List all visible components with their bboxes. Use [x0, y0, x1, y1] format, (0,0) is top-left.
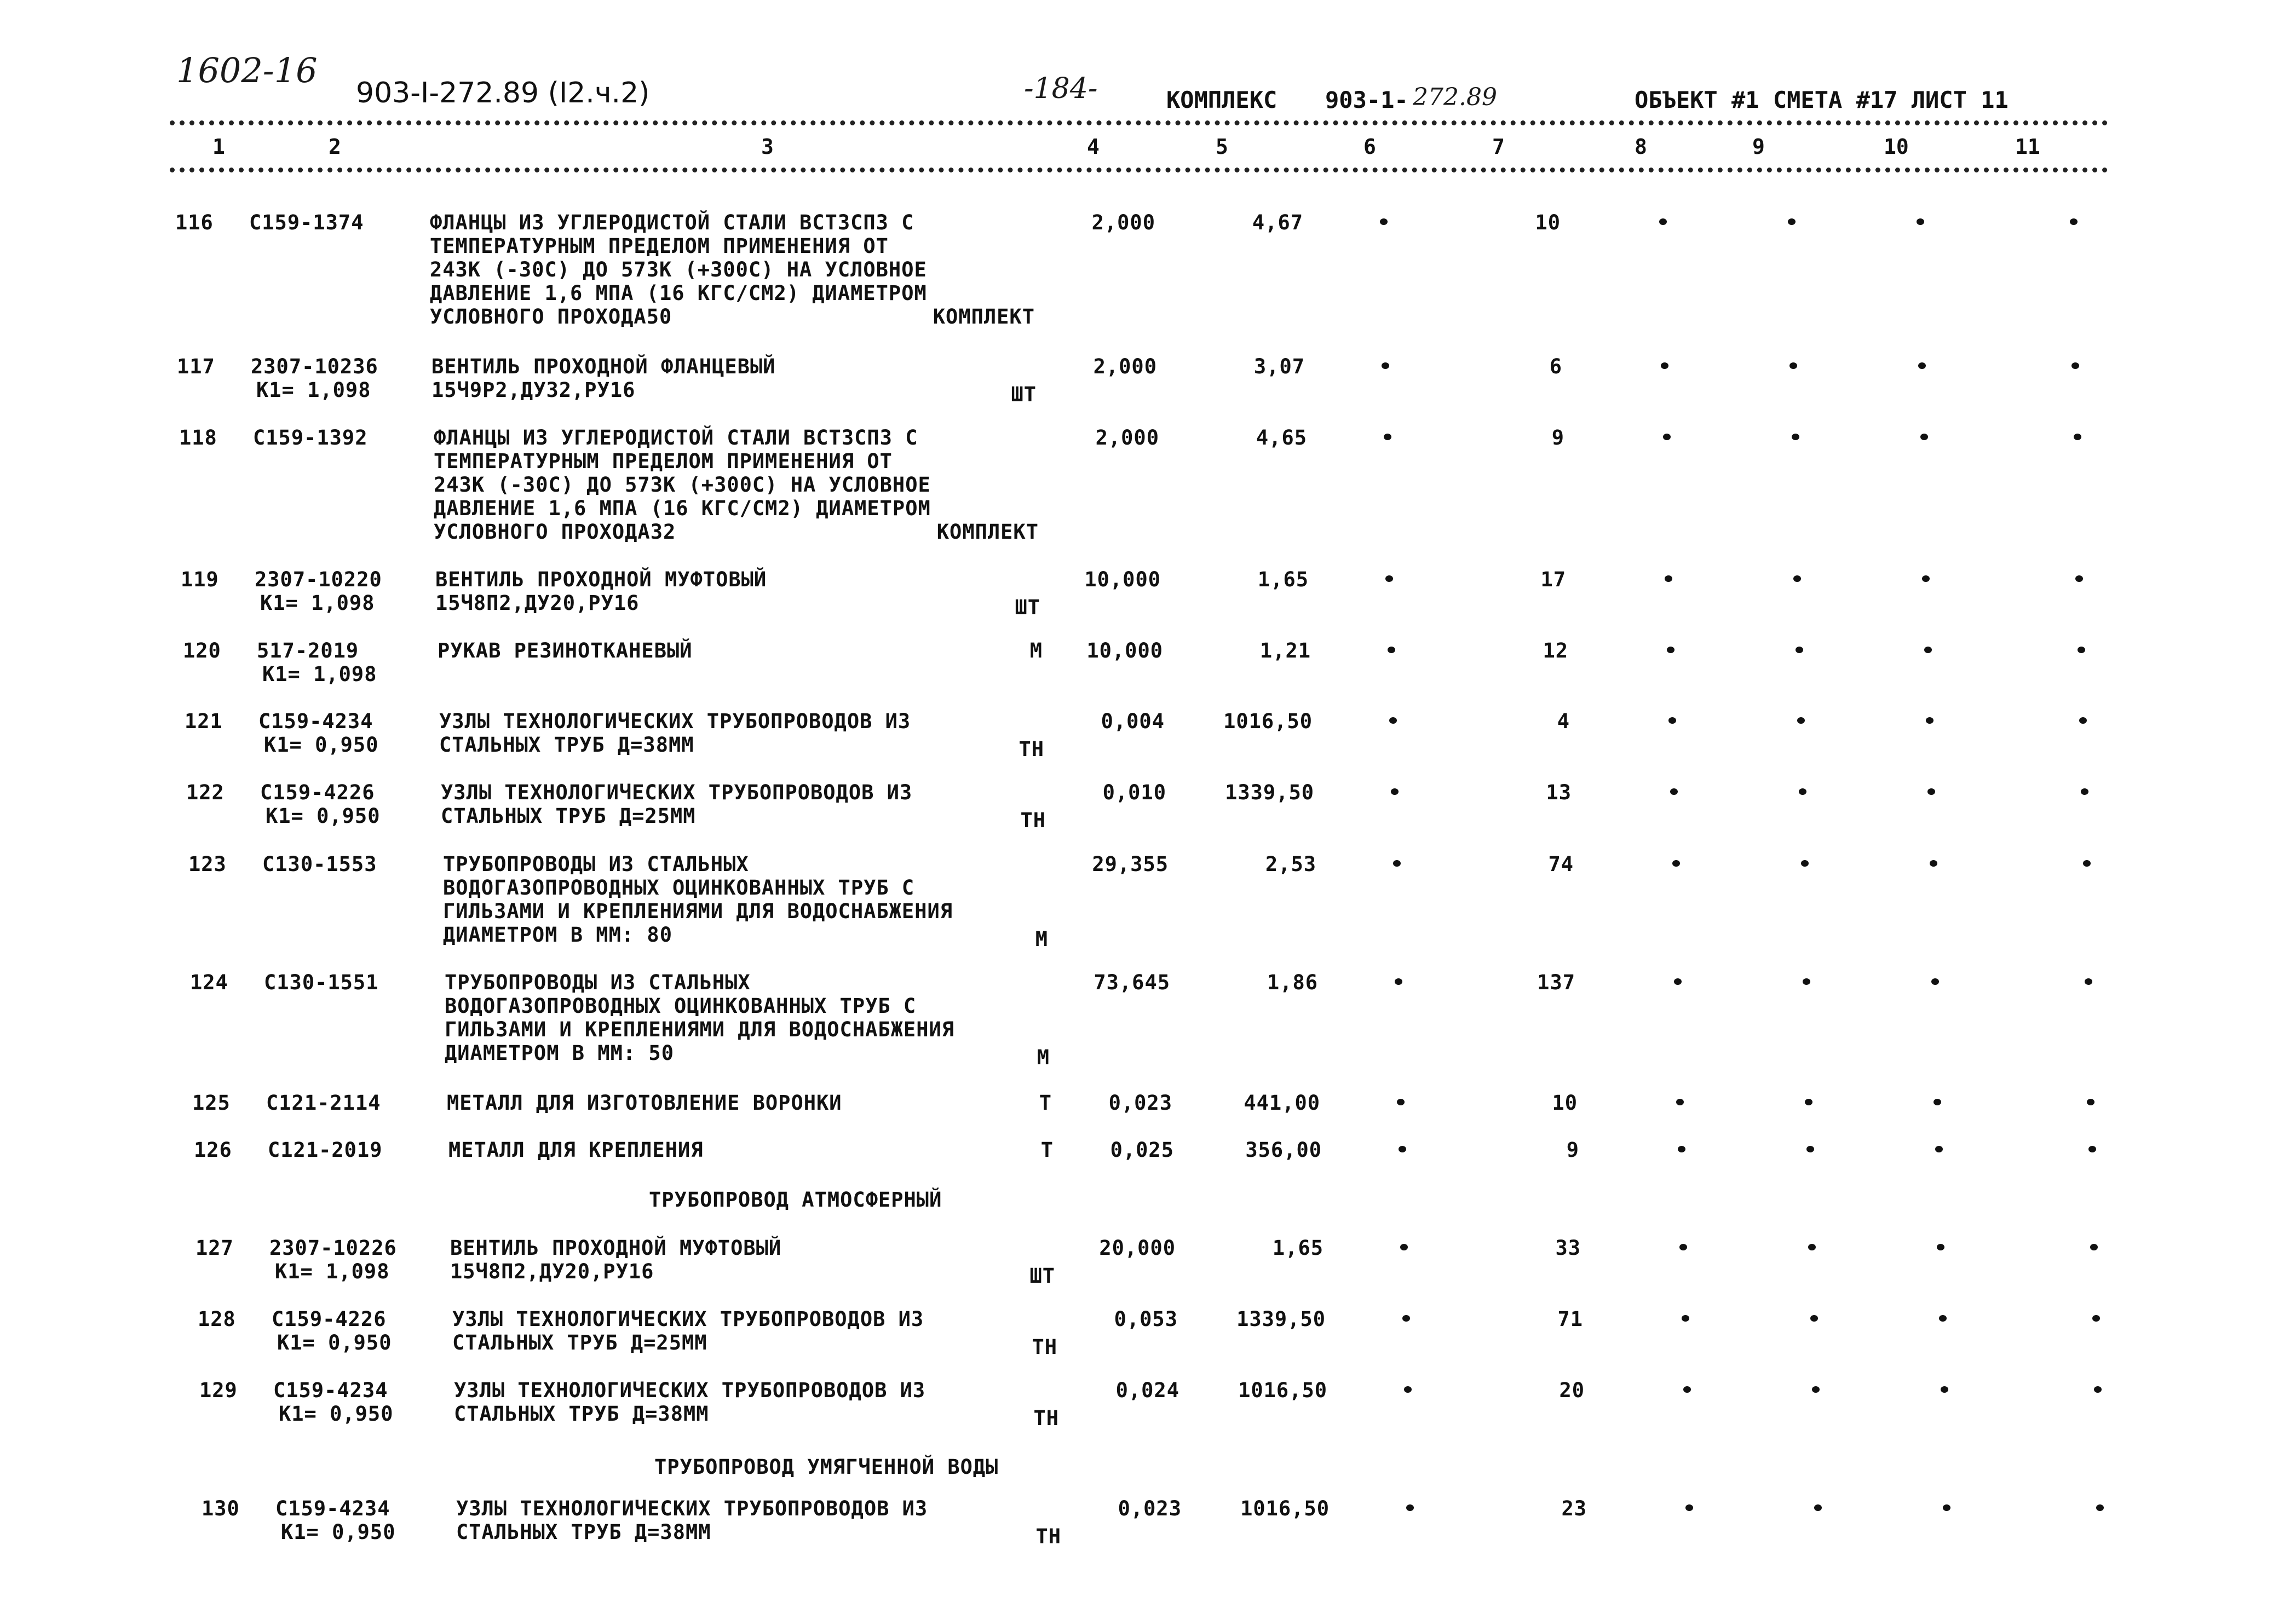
empty-cell-dash — [2071, 362, 2079, 369]
unit-price: 1,21 — [1259, 639, 1311, 662]
row-number: 119 — [181, 568, 219, 591]
empty-cell-dash — [1793, 575, 1801, 582]
empty-cell-dash — [1665, 575, 1672, 582]
empty-cell-dash — [1934, 1099, 1941, 1105]
row-number: 127 — [195, 1236, 234, 1260]
empty-cell-dash — [1789, 362, 1797, 369]
empty-cell-dash — [1389, 717, 1397, 724]
unit: ТН — [1035, 1525, 1061, 1548]
total-cost: 74 — [1548, 852, 1574, 876]
empty-cell-dash — [1670, 788, 1678, 795]
column-number: 5 — [1216, 135, 1228, 159]
empty-cell-dash — [2078, 647, 2085, 653]
unit-price: 356,00 — [1245, 1138, 1322, 1162]
empty-cell-dash — [1663, 434, 1671, 440]
empty-cell-dash — [1930, 860, 1937, 867]
quantity: 73,645 — [1094, 971, 1170, 994]
empty-cell-dash — [1931, 978, 1939, 985]
total-cost: 4 — [1557, 710, 1570, 733]
empty-cell-dash — [1678, 1146, 1685, 1152]
rate-code: 2307-10226 — [269, 1236, 397, 1260]
quantity: 0,025 — [1110, 1138, 1174, 1162]
rate-code: С159-4226 — [260, 781, 375, 804]
empty-cell-dash — [2085, 978, 2092, 985]
total-cost: 33 — [1555, 1236, 1581, 1260]
unit: М — [1035, 927, 1048, 951]
empty-cell-dash — [1399, 1146, 1406, 1152]
empty-cell-dash — [1661, 362, 1668, 369]
total-cost: 23 — [1561, 1497, 1587, 1520]
empty-cell-dash — [1801, 860, 1809, 867]
unit: КОМПЛЕКТ — [933, 305, 1035, 328]
row-number: 118 — [179, 426, 217, 449]
empty-cell-dash — [1400, 1244, 1408, 1250]
unit-price: 2,53 — [1265, 852, 1316, 876]
work-description: РУКАВ РЕЗИНОТКАНЕВЫЙ — [438, 639, 693, 662]
rate-code: С159-4234 — [275, 1497, 390, 1520]
empty-cell-dash — [1380, 218, 1388, 225]
unit-price: 1339,50 — [1236, 1307, 1326, 1331]
coefficient: К1= 1,098 — [260, 591, 375, 615]
empty-cell-dash — [1682, 1315, 1689, 1322]
handwritten-reference: 1602-16 — [176, 50, 318, 90]
rate-code: С130-1553 — [262, 852, 377, 876]
empty-cell-dash — [1797, 717, 1805, 724]
rate-code: С159-4226 — [272, 1307, 387, 1331]
complex-label: КОМПЛЕКС — [1166, 87, 1278, 113]
column-number: 2 — [329, 135, 341, 159]
row-number: 116 — [175, 211, 214, 234]
empty-cell-dash — [1659, 218, 1667, 225]
empty-cell-dash — [1805, 1099, 1812, 1105]
unit: ТН — [1032, 1335, 1057, 1359]
empty-cell-dash — [1788, 218, 1796, 225]
row-number: 128 — [198, 1307, 236, 1331]
rate-code: С121-2019 — [268, 1138, 383, 1162]
unit-price: 1,86 — [1267, 971, 1318, 994]
total-cost: 71 — [1557, 1307, 1583, 1331]
work-description: ВЕНТИЛЬ ПРОХОДНОЙ МУФТОВЫЙ 15Ч8П2,ДУ20,РУ16 — [450, 1236, 782, 1283]
empty-cell-dash — [1385, 575, 1393, 582]
empty-cell-dash — [1799, 788, 1806, 795]
empty-cell-dash — [1920, 434, 1928, 440]
quantity: 0,024 — [1115, 1379, 1179, 1402]
header-bottom-rule — [170, 168, 2108, 172]
row-number: 120 — [183, 639, 221, 662]
work-description: ФЛАНЦЫ ИЗ УГЛЕРОДИСТОЙ СТАЛИ ВСТ3СП3 С ТЕМПЕРАТУРНЫМ ПРЕДЕЛОМ ПРИМЕНЕНИЯ ОТ 243К (-30С) ДО 573К (+300С) НА УСЛОВНОЕ ДАВЛЕНИЕ 1,6 МПА (16 КГС/СМ2) ДИАМЕТРОМ УСЛОВНОГО ПРОХОДА50 — [430, 211, 927, 328]
empty-cell-dash — [1806, 1146, 1814, 1152]
total-cost: 6 — [1549, 355, 1562, 378]
header-top-rule — [170, 120, 2108, 125]
coefficient: К1= 1,098 — [275, 1260, 390, 1283]
column-number: 1 — [212, 135, 225, 159]
column-number: 7 — [1492, 135, 1505, 159]
row-number: 123 — [188, 852, 227, 876]
rate-code: С159-4234 — [258, 710, 373, 733]
unit: ТН — [1020, 809, 1046, 832]
empty-cell-dash — [1667, 647, 1674, 653]
row-number: 125 — [192, 1091, 231, 1115]
rate-code: С130-1551 — [264, 971, 379, 994]
coefficient: К1= 1,098 — [256, 378, 371, 402]
unit: Т — [1040, 1138, 1054, 1162]
unit: ТН — [1018, 737, 1044, 761]
empty-cell-dash — [1803, 978, 1810, 985]
empty-cell-dash — [1943, 1504, 1950, 1511]
object-estimate-sheet: ОБЪЕКТ #1 СМЕТА #17 ЛИСТ 11 — [1635, 87, 2009, 113]
empty-cell-dash — [2087, 1099, 2094, 1105]
empty-cell-dash — [1672, 860, 1680, 867]
row-number: 130 — [202, 1497, 240, 1520]
empty-cell-dash — [2088, 1146, 2096, 1152]
quantity: 2,000 — [1093, 355, 1157, 378]
empty-cell-dash — [1668, 717, 1676, 724]
unit: М — [1029, 639, 1043, 662]
work-description: ТРУБОПРОВОДЫ ИЗ СТАЛЬНЫХ ВОДОГАЗОПРОВОДНЫХ ОЦИНКОВАННЫХ ТРУБ С ГИЛЬЗАМИ И КРЕПЛЕНИЯМИ ДЛЯ ВОДОСНАБЖЕНИЯ ДИАМЕТРОМ В ММ: 50 — [445, 971, 955, 1065]
empty-cell-dash — [1796, 647, 1803, 653]
unit: ШТ — [1015, 596, 1040, 619]
unit: Т — [1039, 1091, 1052, 1115]
total-cost: 10 — [1535, 211, 1561, 234]
column-number: 6 — [1363, 135, 1376, 159]
rate-code: С121-2114 — [266, 1091, 381, 1115]
empty-cell-dash — [2094, 1386, 2102, 1393]
work-description: МЕТАЛЛ ДЛЯ КРЕПЛЕНИЯ — [448, 1138, 704, 1162]
work-description: УЗЛЫ ТЕХНОЛОГИЧЕСКИХ ТРУБОПРОВОДОВ ИЗ СТАЛЬНЫХ ТРУБ Д=25ММ — [441, 781, 913, 828]
empty-cell-dash — [1810, 1315, 1818, 1322]
empty-cell-dash — [1674, 978, 1682, 985]
coefficient: К1= 1,098 — [262, 662, 377, 686]
unit-price: 1,65 — [1257, 568, 1309, 591]
empty-cell-dash — [2079, 717, 2087, 724]
quantity: 29,355 — [1092, 852, 1169, 876]
quantity: 2,000 — [1095, 426, 1159, 449]
rate-code: 2307-10220 — [255, 568, 382, 591]
column-number: 11 — [2015, 135, 2040, 159]
unit: ШТ — [1011, 383, 1037, 406]
empty-cell-dash — [1935, 1146, 1943, 1152]
work-description: ТРУБОПРОВОДЫ ИЗ СТАЛЬНЫХ ВОДОГАЗОПРОВОДНЫХ ОЦИНКОВАННЫХ ТРУБ С ГИЛЬЗАМИ И КРЕПЛЕНИЯМИ ДЛЯ ВОДОСНАБЖЕНИЯ ДИАМЕТРОМ В ММ: 80 — [443, 852, 953, 947]
coefficient: К1= 0,950 — [264, 733, 379, 757]
total-cost: 12 — [1543, 639, 1568, 662]
row-number: 117 — [177, 355, 215, 378]
empty-cell-dash — [2083, 860, 2091, 867]
unit-price: 4,67 — [1252, 211, 1303, 234]
empty-cell-dash — [2074, 434, 2081, 440]
complex-code-handwritten: 272.89 — [1413, 83, 1497, 111]
quantity: 0,023 — [1118, 1497, 1182, 1520]
total-cost: 137 — [1537, 971, 1575, 994]
quantity: 20,000 — [1099, 1236, 1176, 1260]
total-cost: 17 — [1540, 568, 1566, 591]
empty-cell-dash — [2096, 1504, 2104, 1511]
total-cost: 9 — [1551, 426, 1564, 449]
row-number: 121 — [185, 710, 223, 733]
empty-cell-dash — [1679, 1244, 1687, 1250]
row-number: 129 — [199, 1379, 238, 1402]
column-number: 10 — [1884, 135, 1909, 159]
work-description: УЗЛЫ ТЕХНОЛОГИЧЕСКИХ ТРУБОПРОВОДОВ ИЗ СТАЛЬНЫХ ТРУБ Д=25ММ — [452, 1307, 924, 1354]
empty-cell-dash — [1808, 1244, 1816, 1250]
row-number: 122 — [186, 781, 225, 804]
quantity: 0,023 — [1108, 1091, 1172, 1115]
empty-cell-dash — [1792, 434, 1799, 440]
coefficient: К1= 0,950 — [281, 1520, 396, 1544]
unit-price: 1339,50 — [1225, 781, 1314, 804]
empty-cell-dash — [1676, 1099, 1684, 1105]
row-number: 124 — [190, 971, 228, 994]
empty-cell-dash — [1937, 1244, 1944, 1250]
coefficient: К1= 0,950 — [266, 804, 381, 828]
column-number: 9 — [1752, 135, 1765, 159]
quantity: 2,000 — [1091, 211, 1155, 234]
rate-code: С159-1374 — [249, 211, 364, 234]
empty-cell-dash — [1926, 717, 1934, 724]
work-description: МЕТАЛЛ ДЛЯ ИЗГОТОВЛЕНИЕ ВОРОНКИ — [447, 1091, 842, 1115]
empty-cell-dash — [1395, 978, 1402, 985]
empty-cell-dash — [1685, 1504, 1693, 1511]
section-heading-softened-water: ТРУБОПРОВОД УМЯГЧЕННОЙ ВОДЫ — [654, 1455, 999, 1479]
empty-cell-dash — [1812, 1386, 1820, 1393]
quantity: 10,000 — [1086, 639, 1163, 662]
unit-price: 1,65 — [1272, 1236, 1323, 1260]
empty-cell-dash — [2075, 575, 2083, 582]
work-description: УЗЛЫ ТЕХНОЛОГИЧЕСКИХ ТРУБОПРОВОДОВ ИЗ СТАЛЬНЫХ ТРУБ Д=38ММ — [456, 1497, 928, 1544]
empty-cell-dash — [1683, 1386, 1691, 1393]
rate-code: С159-1392 — [253, 426, 368, 449]
empty-cell-dash — [1382, 362, 1389, 369]
quantity: 0,004 — [1101, 710, 1165, 733]
quantity: 0,053 — [1114, 1307, 1178, 1331]
work-description: ВЕНТИЛЬ ПРОХОДНОЙ МУФТОВЫЙ 15Ч8П2,ДУ20,РУ16 — [435, 568, 767, 615]
empty-cell-dash — [1391, 788, 1399, 795]
unit-price: 4,65 — [1256, 426, 1307, 449]
unit: ШТ — [1029, 1264, 1055, 1288]
work-description: ВЕНТИЛЬ ПРОХОДНОЙ ФЛАНЦЕВЫЙ 15Ч9Р2,ДУ32,РУ16 — [431, 355, 776, 402]
work-description: ФЛАНЦЫ ИЗ УГЛЕРОДИСТОЙ СТАЛИ ВСТ3СП3 С ТЕМПЕРАТУРНЫМ ПРЕДЕЛОМ ПРИМЕНЕНИЯ ОТ 243К (-30С) ДО 573К (+300С) НА УСЛОВНОЕ ДАВЛЕНИЕ 1,6 МПА (16 КГС/СМ2) ДИАМЕТРОМ УСЛОВНОГО ПРОХОДА32 — [434, 426, 931, 544]
empty-cell-dash — [1917, 218, 1924, 225]
empty-cell-dash — [1402, 1315, 1410, 1322]
rate-code: 517-2019 — [257, 639, 359, 662]
empty-cell-dash — [1404, 1386, 1412, 1393]
column-number: 4 — [1087, 135, 1100, 159]
row-number: 126 — [194, 1138, 232, 1162]
total-cost: 10 — [1552, 1091, 1578, 1115]
quantity: 0,010 — [1102, 781, 1166, 804]
total-cost: 13 — [1546, 781, 1572, 804]
complex-code: 903-1- — [1325, 87, 1408, 113]
empty-cell-dash — [2070, 218, 2078, 225]
empty-cell-dash — [2090, 1244, 2098, 1250]
unit-price: 1016,50 — [1223, 710, 1313, 733]
page-number: -184- — [1024, 72, 1098, 105]
rate-code: С159-4234 — [273, 1379, 388, 1402]
empty-cell-dash — [1384, 434, 1391, 440]
empty-cell-dash — [1814, 1504, 1822, 1511]
unit-price: 3,07 — [1253, 355, 1305, 378]
empty-cell-dash — [1406, 1504, 1414, 1511]
rate-code: 2307-10236 — [251, 355, 378, 378]
quantity: 10,000 — [1084, 568, 1161, 591]
empty-cell-dash — [1397, 1099, 1405, 1105]
empty-cell-dash — [1924, 647, 1932, 653]
unit-price: 1016,50 — [1238, 1379, 1327, 1402]
empty-cell-dash — [1393, 860, 1401, 867]
column-number: 3 — [761, 135, 774, 159]
column-number: 8 — [1635, 135, 1647, 159]
empty-cell-dash — [1922, 575, 1930, 582]
empty-cell-dash — [2092, 1315, 2100, 1322]
unit-price: 1016,50 — [1240, 1497, 1330, 1520]
work-description: УЗЛЫ ТЕХНОЛОГИЧЕСКИХ ТРУБОПРОВОДОВ ИЗ СТАЛЬНЫХ ТРУБ Д=38ММ — [439, 710, 911, 757]
section-heading-atmospheric: ТРУБОПРОВОД АТМОСФЕРНЫЙ — [649, 1188, 942, 1212]
unit: М — [1037, 1046, 1050, 1069]
total-cost: 9 — [1566, 1138, 1579, 1162]
unit-price: 441,00 — [1244, 1091, 1320, 1115]
work-description: УЗЛЫ ТЕХНОЛОГИЧЕСКИХ ТРУБОПРОВОДОВ ИЗ СТАЛЬНЫХ ТРУБ Д=38ММ — [454, 1379, 926, 1426]
coefficient: К1= 0,950 — [279, 1402, 394, 1426]
empty-cell-dash — [1941, 1386, 1948, 1393]
coefficient: К1= 0,950 — [277, 1331, 392, 1354]
unit: КОМПЛЕКТ — [936, 520, 1039, 544]
empty-cell-dash — [2081, 788, 2088, 795]
empty-cell-dash — [1927, 788, 1935, 795]
empty-cell-dash — [1918, 362, 1926, 369]
document-code: 903-I-272.89 (I2.ч.2) — [356, 77, 650, 109]
unit: ТН — [1033, 1406, 1059, 1430]
empty-cell-dash — [1388, 647, 1395, 653]
empty-cell-dash — [1939, 1315, 1947, 1322]
total-cost: 20 — [1559, 1379, 1585, 1402]
